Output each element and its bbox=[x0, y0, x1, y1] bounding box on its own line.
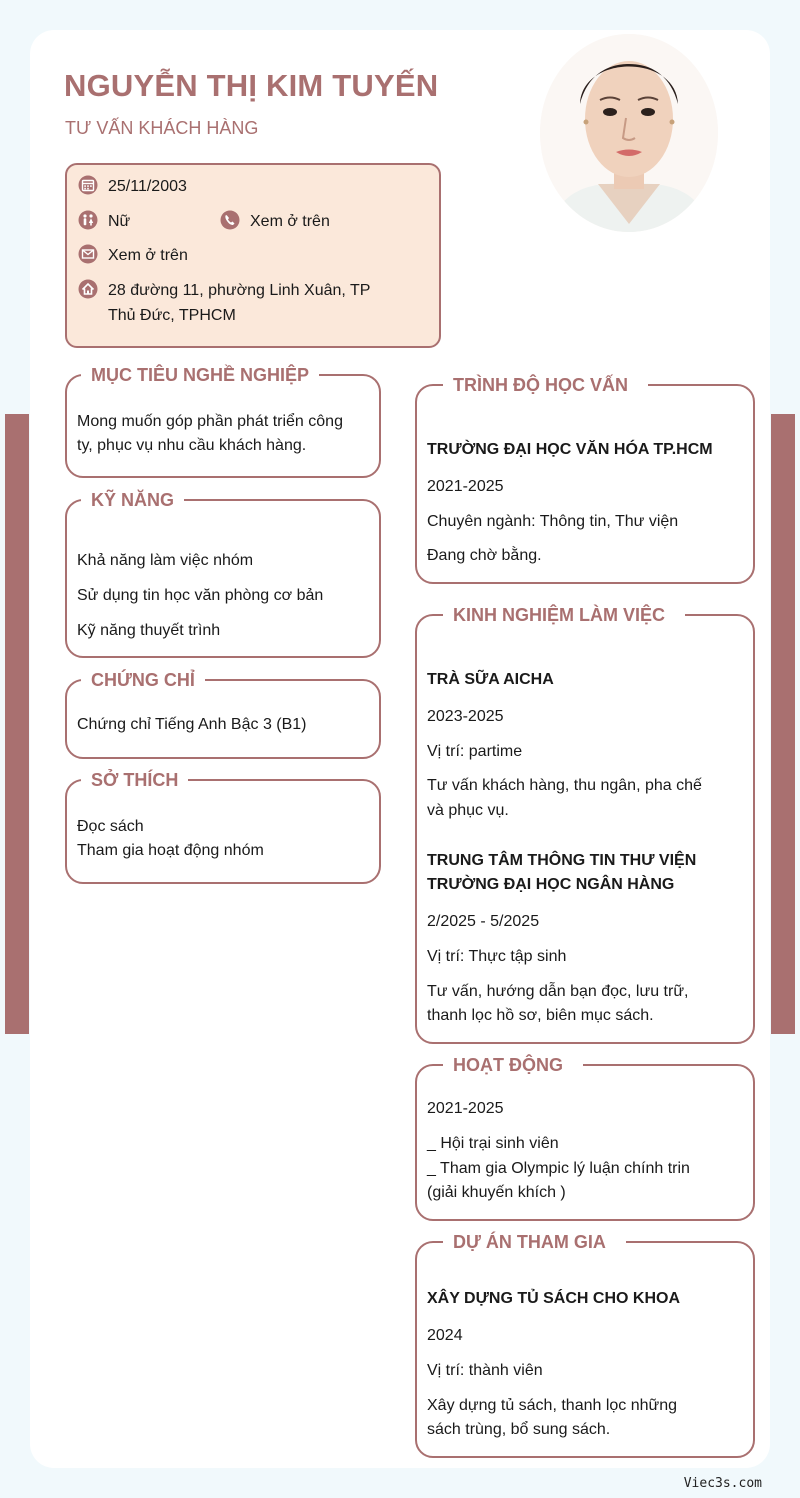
objective-section bbox=[65, 365, 381, 478]
certificate-item: Chứng chỉ Tiếng Anh Bậc 3 (B1) bbox=[77, 716, 307, 733]
activity-line: _ Tham gia Olympic lý luận chính trin bbox=[427, 1160, 690, 1177]
job-company: TRÀ SỮA AICHA bbox=[427, 671, 554, 688]
job-period: 2/2025 - 5/2025 bbox=[427, 913, 540, 930]
job-period: 2023-2025 bbox=[427, 708, 504, 725]
activity-line: _ Hội trại sinh viên bbox=[427, 1135, 559, 1152]
project-desc-line: Xây dựng tủ sách, thanh lọc những bbox=[427, 1397, 678, 1414]
certificates-section bbox=[65, 670, 381, 759]
project-name: XÂY DỰNG TỦ SÁCH CHO KHOA bbox=[427, 1290, 680, 1307]
education-major: Chuyên ngành: Thông tin, Thư viện bbox=[427, 513, 679, 530]
right-decor-band bbox=[771, 414, 795, 1034]
job-position: Vị trí: partime bbox=[427, 743, 523, 760]
activities-period: 2021-2025 bbox=[427, 1100, 504, 1117]
activities-title: HOẠT ĐỘNG bbox=[443, 1054, 583, 1076]
skills-section bbox=[65, 490, 381, 658]
hobbies-section bbox=[65, 770, 381, 884]
education-section bbox=[415, 375, 755, 584]
job-desc-line: và phục vụ. bbox=[427, 802, 509, 819]
job-company: TRUNG TÂM THÔNG TIN THƯ VIỆN bbox=[427, 852, 697, 869]
mail-icon bbox=[78, 244, 98, 264]
phone-icon bbox=[220, 210, 240, 230]
address-line-1: 28 đường 11, phường Linh Xuân, TP bbox=[108, 282, 371, 299]
gender-row bbox=[78, 209, 130, 234]
contact-box bbox=[65, 163, 441, 348]
project-year: 2024 bbox=[427, 1327, 463, 1344]
education-period: 2021-2025 bbox=[427, 478, 504, 495]
skills-title: KỸ NĂNG bbox=[81, 489, 184, 511]
phone-text: Xem ở trên bbox=[250, 213, 330, 230]
job-desc-line: thanh lọc hồ sơ, biên mục sách. bbox=[427, 1007, 654, 1024]
left-decor-band bbox=[5, 414, 29, 1034]
email-text: Xem ở trên bbox=[108, 247, 188, 264]
skill-item: Kỹ năng thuyết trình bbox=[77, 622, 221, 639]
project-position: Vị trí: thành viên bbox=[427, 1362, 543, 1379]
job-desc-line: Tư vấn khách hàng, thu ngân, pha chế bbox=[427, 777, 702, 794]
watermark: Viec3s.com bbox=[683, 1476, 762, 1491]
phone-row bbox=[220, 209, 330, 234]
education-status: Đang chờ bằng. bbox=[427, 547, 542, 564]
job-company: TRƯỜNG ĐẠI HỌC NGÂN HÀNG bbox=[427, 876, 675, 893]
candidate-name: NGUYỄN THỊ KIM TUYẾN bbox=[64, 68, 439, 103]
projects-title: DỰ ÁN THAM GIA bbox=[443, 1231, 626, 1253]
gender-text: Nữ bbox=[108, 213, 131, 230]
hobby-item: Tham gia hoạt động nhóm bbox=[77, 842, 264, 859]
objective-line-2: ty, phục vụ nhu cầu khách hàng. bbox=[77, 437, 307, 454]
objective-title: MỤC TIÊU NGHỀ NGHIỆP bbox=[81, 364, 319, 386]
experience-title: KINH NGHIỆM LÀM VIỆC bbox=[443, 604, 685, 626]
address-text bbox=[108, 278, 370, 328]
candidate-role: TƯ VẤN KHÁCH HÀNG bbox=[65, 118, 259, 138]
job-position: Vị trí: Thực tập sinh bbox=[427, 948, 567, 965]
projects-section bbox=[415, 1232, 755, 1458]
hobby-item: Đọc sách bbox=[77, 818, 144, 835]
calendar-icon bbox=[78, 175, 98, 195]
birthday-row bbox=[78, 174, 187, 199]
hobbies-title: SỞ THÍCH bbox=[81, 769, 188, 791]
address-row bbox=[78, 278, 370, 328]
objective-line-1: Mong muốn góp phần phát triển công bbox=[77, 413, 343, 430]
address-line-2: Thủ Đức, TPHCM bbox=[108, 307, 236, 324]
activities-section bbox=[415, 1055, 755, 1221]
email-row bbox=[78, 243, 188, 268]
gender-icon bbox=[78, 210, 98, 230]
experience-section bbox=[415, 605, 755, 1044]
project-desc-line: sách trùng, bổ sung sách. bbox=[427, 1421, 611, 1438]
job-desc-line: Tư vấn, hướng dẫn bạn đọc, lưu trữ, bbox=[427, 983, 689, 1000]
birthday-text: 25/11/2003 bbox=[108, 178, 187, 195]
skill-item: Khả năng làm việc nhóm bbox=[77, 552, 254, 569]
home-icon bbox=[78, 279, 98, 299]
certificates-title: CHỨNG CHỈ bbox=[81, 669, 205, 691]
skill-item: Sử dụng tin học văn phòng cơ bản bbox=[77, 587, 324, 604]
activity-line: (giải khuyến khích ) bbox=[427, 1184, 566, 1201]
education-title: TRÌNH ĐỘ HỌC VẤN bbox=[443, 374, 648, 396]
education-school: TRƯỜNG ĐẠI HỌC VĂN HÓA TP.HCM bbox=[427, 441, 713, 458]
profile-photo bbox=[540, 34, 718, 232]
